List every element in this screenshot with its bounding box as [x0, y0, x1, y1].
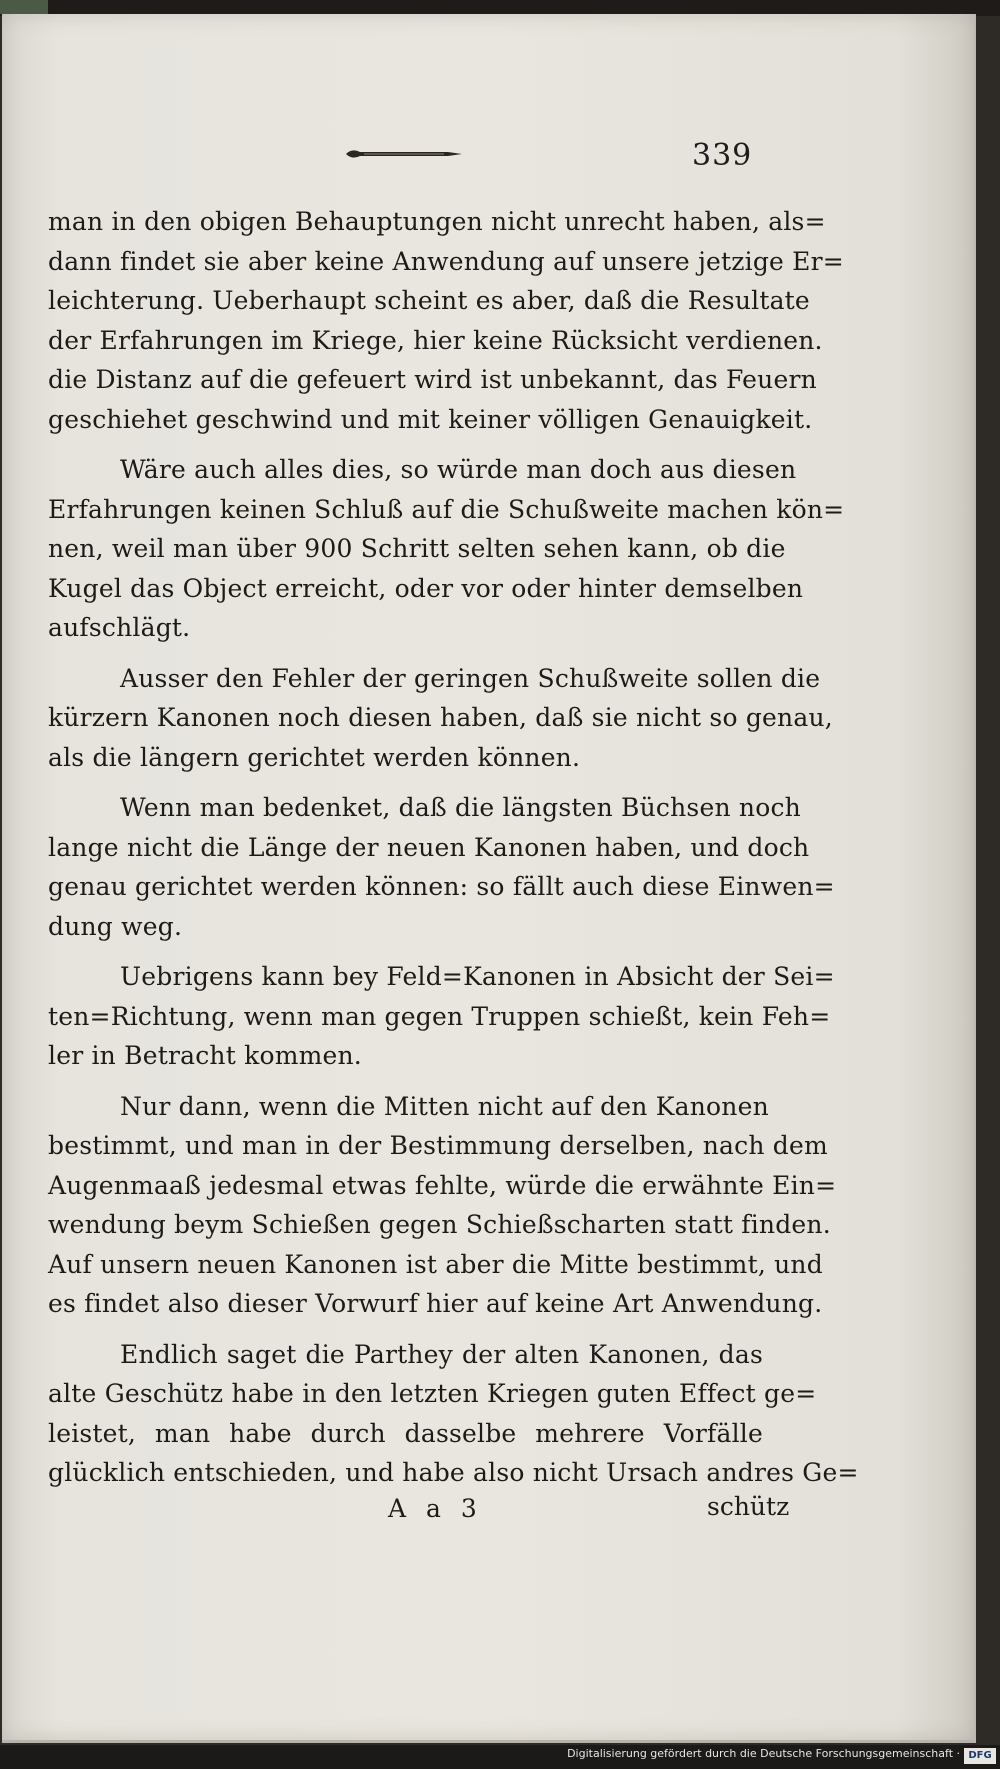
- text-line: der Erfahrungen im Kriege, hier keine Rücksicht verdienen.: [48, 325, 823, 355]
- catchword: schütz: [707, 1492, 790, 1521]
- page-number: 339: [692, 138, 753, 173]
- text-line: dann findet sie aber keine Anwendung auf unsere jetzige Er=: [48, 246, 844, 276]
- signature-mark: A a 3: [388, 1494, 483, 1523]
- text-line: bestimmt, und man in der Bestimmung derselben, nach dem: [48, 1131, 828, 1160]
- text-line: Endlich saget die Parthey der alten Kanonen, das: [120, 1339, 763, 1369]
- paragraph: [48, 202, 844, 439]
- text-line: alte Geschütz habe in den letzten Kriegen guten Effect ge=: [48, 1379, 817, 1408]
- text-line: Erfahrungen keinen Schluß auf die Schußweite machen kön=: [48, 494, 845, 524]
- text-line: man in den obigen Behauptungen nicht unrecht haben, als=: [48, 207, 826, 236]
- text-line: wendung beym Schießen gegen Schießscharten statt finden.: [48, 1210, 831, 1239]
- funding-credit: Digitalisierung gefördert durch die Deutsche Forschungsgemeinschaft ·: [567, 1747, 960, 1760]
- spine-edge: [0, 0, 48, 14]
- paragraph: [48, 450, 845, 648]
- text-line: Ausser den Fehler der geringen Schußweite sollen die: [120, 663, 821, 693]
- text-line: dung weg.: [48, 911, 183, 941]
- text-line: Wäre auch alles dies, so würde man doch aus diesen: [120, 455, 797, 484]
- paragraph: [48, 788, 835, 946]
- text-line: lange nicht die Länge der neuen Kanonen haben, und doch: [48, 832, 810, 862]
- header-ornament-icon: [344, 147, 464, 161]
- text-line: es findet also dieser Vorwurf hier auf keine Art Anwendung.: [48, 1289, 823, 1318]
- book-page: [2, 14, 976, 1743]
- body-text: [48, 202, 859, 1504]
- paragraph: [48, 659, 833, 778]
- text-line: kürzern Kanonen noch diesen haben, daß sie nicht so genau,: [48, 703, 833, 732]
- text-line: leistet, man habe durch dasselbe mehrere Vorfälle: [48, 1418, 763, 1448]
- text-line: die Distanz auf die gefeuert wird ist unbekannt, das Feuern: [48, 365, 817, 394]
- text-line: als die längern gerichtet werden können.: [48, 742, 581, 772]
- text-line: leichterung. Ueberhaupt scheint es aber, daß die Resultate: [48, 286, 810, 315]
- text-line: Wenn man bedenket, daß die längsten Büchsen noch: [120, 793, 801, 822]
- text-line: Uebrigens kann bey Feld=Kanonen in Absicht der Sei=: [120, 962, 835, 991]
- paragraph: [48, 1335, 859, 1493]
- paragraph: [48, 957, 835, 1076]
- text-line: Nur dann, wenn die Mitten nicht auf den Kanonen: [120, 1091, 769, 1121]
- text-line: genau gerichtet werden können: so fällt auch diese Einwen=: [48, 872, 835, 901]
- text-line: Auf unsern neuen Kanonen ist aber die Mitte bestimmt, und: [48, 1249, 823, 1279]
- digitization-footer: [0, 1745, 1000, 1769]
- text-line: Kugel das Object erreicht, oder vor oder hinter demselben: [48, 573, 804, 603]
- dfg-logo-icon: DFG: [964, 1748, 996, 1764]
- text-line: Augenmaaß jedesmal etwas fehlte, würde die erwähnte Ein=: [48, 1170, 837, 1200]
- text-line: glücklich entschieden, und habe also nicht Ursach andres Ge=: [48, 1458, 859, 1487]
- text-line: ler in Betracht kommen.: [48, 1041, 362, 1070]
- text-line: geschiehet geschwind und mit keiner völligen Genauigkeit.: [48, 404, 813, 434]
- text-line: aufschlägt.: [48, 613, 191, 642]
- paragraph: [48, 1087, 837, 1324]
- text-line: ten=Richtung, wenn man gegen Truppen schießt, kein Feh=: [48, 1001, 831, 1031]
- text-line: nen, weil man über 900 Schritt selten sehen kann, ob die: [48, 534, 786, 563]
